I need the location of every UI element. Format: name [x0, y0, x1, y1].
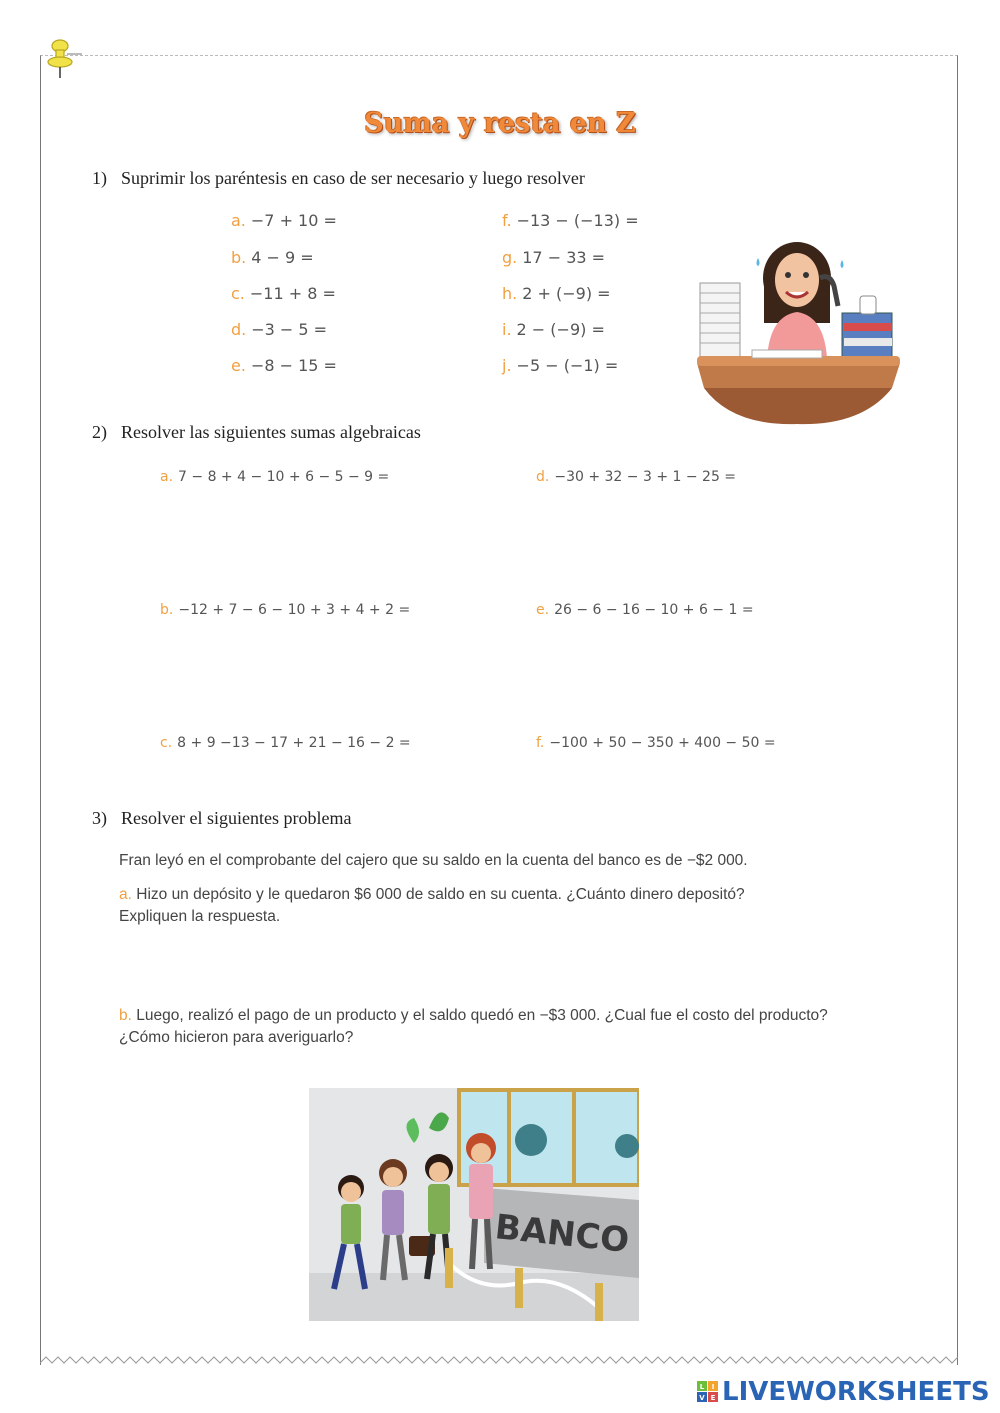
problem-part-b: b. Luego, realizó el pago de un producto y el saldo quedó en −$3 000. ¿Cual fue el costo del producto? ¿Cómo hicieron para averiguarlo? [119, 1007, 828, 1046]
exercise-1g: g. 17 − 33 = [502, 248, 606, 267]
exercise-2d: d. −30 + 32 − 3 + 1 − 25 = [536, 469, 737, 485]
svg-text:L: L [699, 1383, 705, 1391]
exercise-1i: i. 2 − (−9) = [502, 320, 605, 339]
exercise-1c: c. −11 + 8 = [231, 284, 336, 303]
exercise-1a: a. −7 + 10 = [231, 211, 337, 230]
svg-text:E: E [710, 1394, 716, 1402]
svg-text:I: I [711, 1383, 715, 1391]
torn-edge-divider [40, 1355, 958, 1371]
bank-queue-illustration [309, 1088, 639, 1321]
exercise-1h: h. 2 + (−9) = [502, 284, 611, 303]
svg-text:V: V [699, 1394, 705, 1402]
problem-part-a: a. Hizo un depósito y le quedaron $6 000 de saldo en su cuenta. ¿Cuánto dinero depositó? Expliquen la respuesta. [119, 886, 745, 925]
section-3-heading: 3) Resolver el siguientes problema [92, 808, 352, 828]
pushpin-icon [42, 38, 82, 80]
exercise-1f: f. −13 − (−13) = [502, 211, 639, 230]
exercise-1j: j. −5 − (−1) = [502, 356, 619, 375]
exercise-1e: e. −8 − 15 = [231, 356, 337, 375]
teacher-desk-illustration [692, 238, 907, 428]
exercise-1b: b. 4 − 9 = [231, 248, 314, 267]
bank-sign: BANCO [493, 1207, 632, 1262]
exercise-2e: e. 26 − 6 − 16 − 10 + 6 − 1 = [536, 602, 754, 618]
exercise-2c: c. 8 + 9 −13 − 17 + 21 − 16 − 2 = [160, 735, 411, 751]
exercise-2b: b. −12 + 7 − 6 − 10 + 3 + 4 + 2 = [160, 602, 411, 618]
liveworksheets-brand[interactable]: LIVEWORKSHEETS [722, 1377, 990, 1407]
section-1-heading: 1) Suprimir los paréntesis en caso de ser necesario y luego resolver [92, 168, 585, 188]
exercise-1d: d. −3 − 5 = [231, 320, 328, 339]
liveworksheets-logo-icon [697, 1381, 719, 1403]
exercise-2a: a. 7 − 8 + 4 − 10 + 6 − 5 − 9 = [160, 469, 390, 485]
worksheet-title: Suma y resta en Z [364, 108, 636, 139]
section-2-heading: 2) Resolver las siguientes sumas algebraicas [92, 422, 421, 442]
exercise-2f: f. −100 + 50 − 350 + 400 − 50 = [536, 735, 776, 751]
problem-intro: Fran leyó en el comprobante del cajero que su saldo en la cuenta del banco es de −$2 000. [119, 852, 748, 869]
